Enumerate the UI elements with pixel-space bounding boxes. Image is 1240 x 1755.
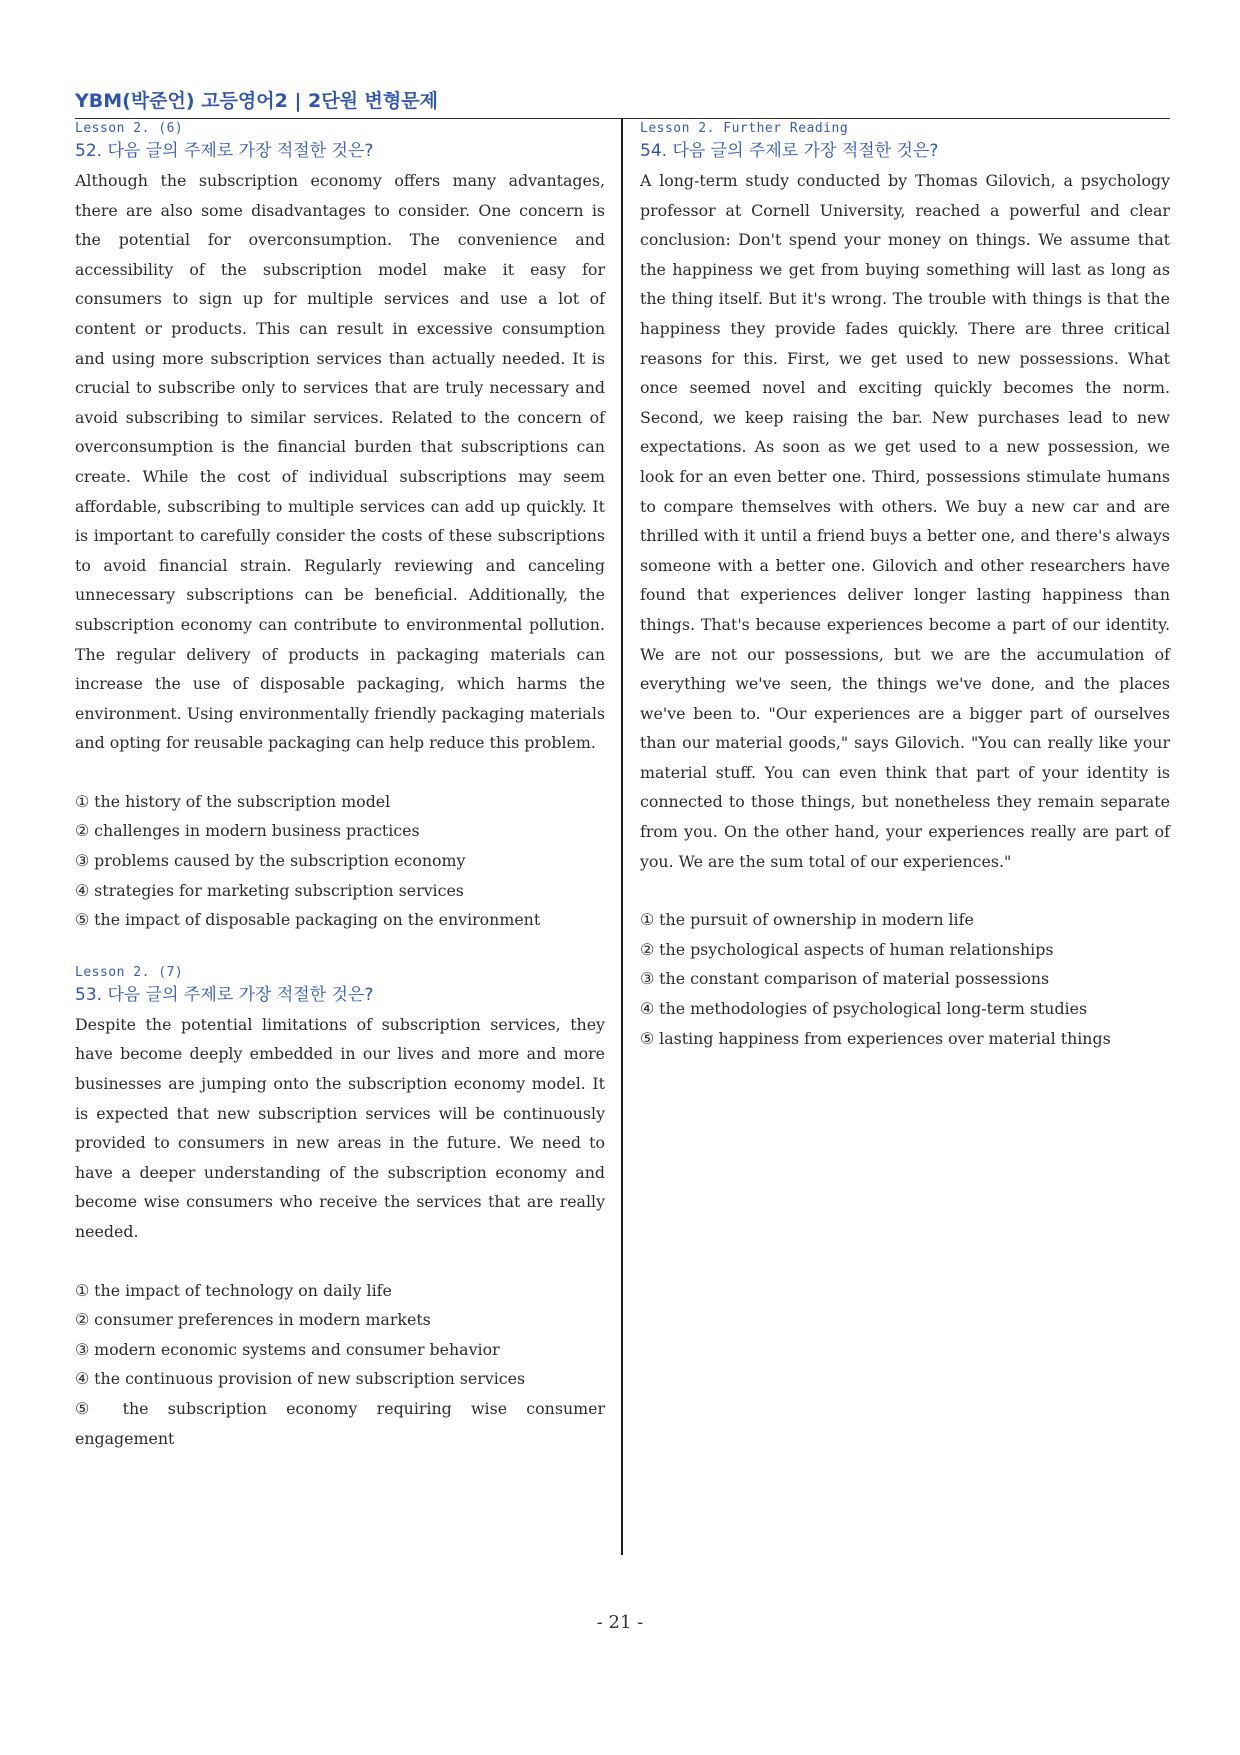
section-spacer [75,935,605,964]
lesson-label: Lesson 2. (6) [75,121,184,136]
question-54 [640,120,1170,1053]
question-prompt: 54. 다음 글의 주제로 가장 적절한 것은? [640,141,939,161]
answer-choices [75,1276,605,1454]
question-53 [75,964,605,1453]
lesson-label: Lesson 2. Further Reading [640,121,849,136]
choice-5[interactable]: ⑤ the impact of disposable packaging on the environment [75,910,541,930]
page-header [75,86,1170,119]
question-prompt: 53. 다음 글의 주제로 가장 적절한 것은? [75,984,374,1005]
question-52 [75,120,605,935]
choice-2[interactable]: ② consumer preferences in modern markets [75,1310,431,1330]
answer-choices [75,787,605,935]
choice-5[interactable]: ⑤ the subscription economy requiring wise consumer engagement [75,1398,605,1448]
page-number: - 21 - [596,1612,644,1633]
page-title: YBM(박준언) 고등영어2 | 2단원 변형문제 [75,90,438,112]
passage-text: Despite the potential limitations of subscription services, they have become deeply embedded in our lives and more and more businesses are jumping onto the subscription economy model. It is expected that new subscription services will be continuously provided to consumers in new areas in the future. We need to have a deeper understanding of the subscription economy and become wise consumers who receive the services that are really needed. [75,1014,605,1241]
passage-text: A long-term study conducted by Thomas Gilovich, a psychology professor at Cornell University, reached a powerful and clear conclusion: Don't spend your money on things. We assume that the happiness we get from buying something will last as long as the thing itself. But it's wrong. The trouble with things is that the happiness they provide fades quickly. There are three critical reasons for this. First, we get used to new possessions. What once seemed novel and exciting quickly becomes the norm. Second, we keep raising the bar. New purchases lead to new expectations. As soon as we get used to a new possession, we look for an even better one. Third, possessions stimulate humans to compare themselves with others. We buy a new car and are thrilled with it until a friend buys a better one, and there's always someone with a better one. Gilovich and other researchers have found that experiences deliver longer lasting happiness than things. That's because experiences become a part of our identity. We are not our possessions, but we are the accumulation of everything we've seen, the things we've done, and the places we've been to. "Our experiences are a bigger part of ourselves than our material goods," says Gilovich. "You can really like your material stuff. You can even think that part of your identity is connected to those things, but nonetheless they remain separate from you. On the other hand, your experiences really are part of you. We are the sum total of our experiences." [640,171,1170,871]
column-divider [621,118,623,1555]
choice-5[interactable]: ⑤ lasting happiness from experiences over material things [640,1028,1111,1048]
lesson-label: Lesson 2. (7) [75,964,184,980]
right-column [640,120,1170,1053]
choice-1[interactable]: ① the history of the subscription model [75,791,391,811]
choice-2[interactable]: ② the psychological aspects of human relationships [640,939,1054,959]
question-prompt: 52. 다음 글의 주제로 가장 적절한 것은? [75,141,374,161]
choice-3[interactable]: ③ problems caused by the subscription economy [75,851,466,871]
choice-4[interactable]: ④ strategies for marketing subscription services [75,880,464,900]
answer-choices [640,905,1170,1053]
document-page [75,0,1170,1755]
choice-1[interactable]: ① the impact of technology on daily life [75,1280,392,1300]
left-column [75,120,605,1453]
choice-3[interactable]: ③ the constant comparison of material possessions [640,969,1050,989]
choice-3[interactable]: ③ modern economic systems and consumer behavior [75,1339,500,1359]
choice-2[interactable]: ② challenges in modern business practices [75,821,420,841]
choice-1[interactable]: ① the pursuit of ownership in modern life [640,910,974,930]
passage-text: Although the subscription economy offers many advantages, there are also some disadvantages to consider. One concern is the potential for overconsumption. The convenience and accessibility of the subscription model make it easy for consumers to sign up for multiple services and use a lot of content or products. This can result in excessive consumption and using more subscription services than actually needed. It is crucial to subscribe only to services that are truly necessary and avoid subscribing to similar services. Related to the concern of overconsumption is the financial burden that subscriptions can create. While the cost of individual subscriptions may seem affordable, subscribing to multiple services can add up quickly. It is important to carefully consider the costs of these subscriptions to avoid financial strain. Regularly reviewing and canceling unnecessary subscriptions can be beneficial. Additionally, the subscription economy can contribute to environmental pollution. The regular delivery of products in packaging materials can increase the use of disposable packaging, which harms the environment. Using environmentally friendly packaging materials and opting for reusable packaging can help reduce this problem. [75,171,605,753]
choice-4[interactable]: ④ the continuous provision of new subscription services [75,1369,526,1389]
choice-4[interactable]: ④ the methodologies of psychological long-term studies [640,999,1088,1019]
